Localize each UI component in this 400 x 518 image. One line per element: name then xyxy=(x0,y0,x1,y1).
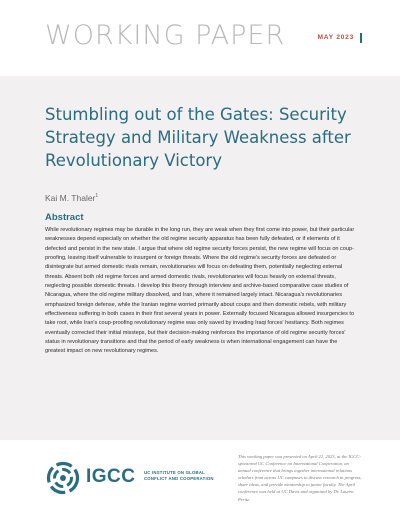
logo-wordmark: IGCC xyxy=(86,466,136,487)
publication-date: MAY 2023 xyxy=(317,34,354,41)
series-label: WORKING PAPER xyxy=(45,20,286,51)
conference-note: This working paper was presented on April 21, 2023, at the IGCC-sponsored UC Conference on International Cooperation, an annual conference that brings together international relations scholars from across UC campuses to discuss research in progress, share ideas, and provide mentorship to junior faculty. The April conference was held at UC Davis and organized by Dr. Lauren Peritz. xyxy=(238,454,362,502)
logo-subtitle-line-1: UC INSTITUTE ON GLOBAL xyxy=(144,470,205,475)
abstract-heading: Abstract xyxy=(45,212,84,223)
paper-title: Stumbling out of the Gates: Security Strategy and Military Weakness after Revolutionary Victory xyxy=(45,105,351,170)
author-footnote-mark[interactable]: 1 xyxy=(95,193,99,200)
igcc-logo-icon xyxy=(46,461,80,495)
logo-subtitle-line-2: CONFLICT AND COOPERATION xyxy=(144,476,214,481)
date-divider xyxy=(360,33,362,43)
author-name: Kai M. Thaler xyxy=(45,193,96,203)
abstract-body: While revolutionary regimes may be durable in the long run, they are weak when they first come into power, but their particular weaknesses depend especially on whether the old regime security apparatus has been fully defeated, or if elements of it defected and persist in the new state. I argue that where old regime security forces persist, the new regime will focus on coup-proofing, leaving itself vulnerable to insurgent or foreign threats. Where the old regime's security forces are defeated or disintegrate but armed domestic rivals remain, revolutionaries will focus on defeating them, potentially neglecting external threats. Absent both old regime forces and armed domestic rivals, revolutionaries will focus heavily on external threats, neglecting possible domestic threats. I develop this theory through interview and archive-based comparative case studies of Nicaragua, where the old regime military dissolved, and Iran, where it remained largely intact. Nicaragua's revolutionaries emphasized foreign defense, while the Iranian regime worried primarily about coups and then domestic rebels, with military effectiveness suffering in both cases in their first several years in power. Externally focused Nicaragua allowed insurgencies to take root, while Iran's coup-proofing revolutionary regime was only saved by invading Iraqi forces' hesitancy. Both regimes eventually corrected their initial missteps, but their decision-making reinforces the importance of old regime security forces' status in revolutionary transitions and that the period of early weakness is when international engagement can have the greatest impact on new revolutionary regimes. xyxy=(45,227,355,355)
author-line xyxy=(45,193,98,203)
logo-subtitle xyxy=(144,470,214,482)
